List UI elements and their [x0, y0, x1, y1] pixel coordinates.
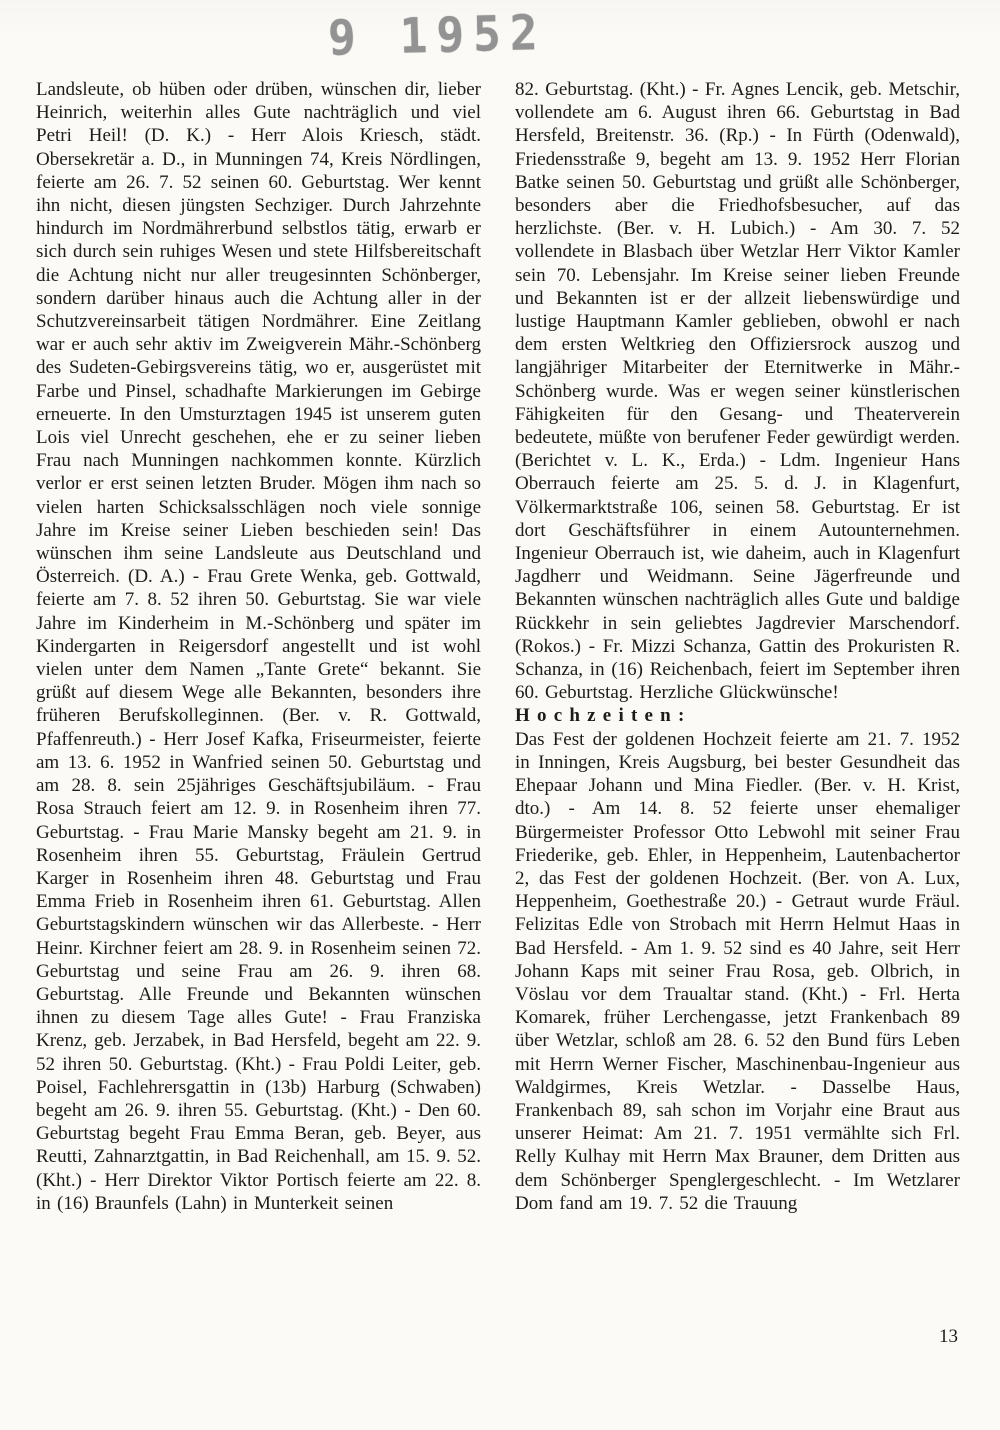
right-column [515, 78, 960, 1215]
left-column [36, 78, 481, 1215]
stamp-issue-number: 9 [327, 8, 357, 67]
weddings-section-heading: Hochzeiten: [515, 705, 692, 727]
date-stamp [327, 3, 548, 67]
page-number: 13 [939, 1326, 958, 1347]
stamp-year: 1952 [398, 3, 548, 65]
right-column-birthdays-text: 82. Geburtstag. (Kht.) - Fr. Agnes Lencik, geb. Metschir, vollendete am 6. August ihren 66. Geburtstag in Bad Hersfeld, Breitenstr. 36. (Rp.) - In Fürth (Odenwald), Friedensstraße 9, begeht am 13. 9. 1952 Herr Florian Batke seinen 50. Geburtstag und grüßt alle Schönberger, besonders aber die Friedhofsbesucher, auf das herzlichste. (Ber. v. H. Lubich.) - Am 30. 7. 52 vollendete in Blasbach über Wetzlar Herr Viktor Kamler sein 70. Lebensjahr. Im Kreise seiner lieben Freunde und Bekannten ist er der allzeit liebenswürdige und lustige Hauptmann Kamler geblieben, obwohl er nach dem ersten Weltkrieg den Offiziersrock auszog und langjähriger Mitarbeiter der Eternitwerke in Mähr.-Schönberg wurde. Was er wegen seiner künstlerischen Fähigkeiten für den Gesang- und Theaterverein bedeutete, müßte von berufener Feder gewürdigt werden. (Berichtet v. L. K., Erda.) - Ldm. Ingenieur Hans Oberrauch feierte am 25. 5. d. J. in Klagenfurt, Völkermarktstraße 106, seinen 58. Geburtstag. Er ist dort Geschäftsführer in einem Autounternehmen. Ingenieur Oberrauch ist, wie daheim, auch in Klagenfurt Jagdherr und Weidmann. Seine Jägerfreunde und Bekannten wünschen nachträglich alles Gute und baldige Rückkehr in sein geliebtes Jagdrevier Marschendorf. (Rokos.) - Fr. Mizzi Schanza, Gattin des Prokuristen R. Schanza, in (16) Reichenbach, feiert im September ihren 60. Geburtstag. Herzliche Glückwünsche! [515, 79, 960, 704]
left-column-text: Landsleute, ob hüben oder drüben, wünschen dir, lieber Heinrich, weiterhin alles Gute nachträglich und viel Petri Heil! (D. K.) - Herr Alois Kriesch, städt. Obersekretär a. D., in Munningen 74, Kreis Nördlingen, feierte am 26. 7. 52 seinen 60. Geburtstag. Wer kennt ihn nicht, diesen jüngsten Sechziger. Durch Jahrzehnte hindurch im Nordmährerbund selbstlos tätig, erwarb er sich durch sein ruhiges Wesen und stete Hilfsbereitschaft die Achtung nicht nur aller treugesinnten Schönberger, sondern darüber hinaus auch die Achtung aller in der Schutzvereinsarbeit tätigen Nordmährer. Eine Zeitlang war er auch sehr aktiv im Zweigverein Mähr.-Schönberg des Sudeten-Gebirgsvereins tätig, wo er, ausgerüstet mit Farbe und Pinsel, schadhafte Markierungen im Gebirge erneuerte. In den Umsturztagen 1945 ist unserem guten Lois viel Unrecht geschehen, ehe er zu seiner lieben Frau nach Munningen nachkommen konnte. Kürzlich verlor er erst seinen letzten Bruder. Mögen ihm nach so vielen harten Schicksalsschlägen noch viele sonnige Jahre im Kreise seiner Lieben beschieden sein! Das wünschen ihm seine Landsleute aus Deutschland und Österreich. (D. A.) - Frau Grete Wenka, geb. Gottwald, feierte am 7. 8. 52 ihren 50. Geburtstag. Sie war viele Jahre im Kinderheim in M.-Schönberg und später im Kindergarten in Reigersdorf angestellt und ist wohl vielen unter dem Namen „Tante Grete“ bekannt. Sie grüßt auf diesem Wege alle Bekannten, besonders ihre früheren Berufskolleginnen. (Ber. v. R. Gottwald, Pfaffenreuth.) - Herr Josef Kafka, Friseurmeister, feierte am 13. 6. 1952 in Wanfried seinen 50. Geburtstag und am 28. 8. sein 25jähriges Geschäftsjubiläum. - Frau Rosa Strauch feiert am 12. 9. in Rosenheim ihren 77. Geburtstag. - Frau Marie Mansky begeht am 21. 9. in Rosenheim ihren 55. Geburtstag, Fräulein Gertrud Karger in Rosenheim ihren 48. Geburtstag und Frau Emma Frieb in Rosenheim ihren 61. Geburtstag. Allen Geburtstagskindern wünschen wir das Allerbeste. - Herr Heinr. Kirchner feiert am 28. 9. in Rosenheim seinen 72. Geburtstag und seine Frau am 26. 9. ihren 68. Geburtstag. Alle Freunde und Bekannten wünschen ihnen zu diesem Tage alles Gute! - Frau Franziska Krenz, geb. Jerzabek, in Bad Hersfeld, begeht am 22. 9. 52 ihren 50. Geburtstag. (Kht.) - Frau Poldi Leiter, geb. Poisel, Fachlehrersgattin in (13b) Harburg (Schwaben) begeht am 26. 9. ihren 55. Geburtstag. (Kht.) - Den 60. Geburtstag begeht Frau Emma Beran, geb. Beyer, aus Reutti, Zahnarztgattin, in Bad Reichenhall, am 15. 9. 52. (Kht.) - Herr Direktor Viktor Portisch feierte am 22. 8. in (16) Braunfels (Lahn) in Munterkeit seinen [36, 79, 481, 1214]
two-column-layout [36, 78, 960, 1215]
right-column-weddings-text: Das Fest der goldenen Hochzeit feierte am 21. 7. 1952 in Inningen, Kreis Augsburg, bei bester Gesundheit das Ehepaar Johann und Mina Fiedler. (Ber. v. H. Krist, dto.) - Am 14. 8. 52 feierte unser ehemaliger Bürgermeister Professor Otto Lebwohl mit seiner Frau Friederike, geb. Ehler, in Heppenheim, Lautenbachertor 2, das Fest der goldenen Hochzeit. (Ber. von A. Lux, Heppenheim, Goethestraße 20.) - Getraut wurde Fräul. Felizitas Edle von Strobach mit Herrn Helmut Haas in Bad Hersfeld. - Am 1. 9. 52 sind es 40 Jahre, seit Herr Johann Kaps mit seiner Frau Rosa, geb. Olbrich, in Vöslau vor dem Traualtar stand. (Kht.) - Frl. Herta Komarek, früher Lerchengasse, jetzt Frankenbach 89 über Wetzlar, schloß am 28. 6. 52 den Bund fürs Leben mit Herrn Werner Fischer, Maschinenbau-Ingenieur aus Waldgirmes, Kreis Wetzlar. - Dasselbe Haus, Frankenbach 89, sah schon im Vorjahr eine Braut aus unserer Heimat: Am 21. 7. 1951 vermählte sich Frl. Relly Kulhay mit Herrn Max Brauner, dem Dritten aus dem Schönberger Spenglergeschlecht. - Im Wetzlarer Dom fand am 19. 7. 52 die Trauung [515, 728, 960, 1214]
